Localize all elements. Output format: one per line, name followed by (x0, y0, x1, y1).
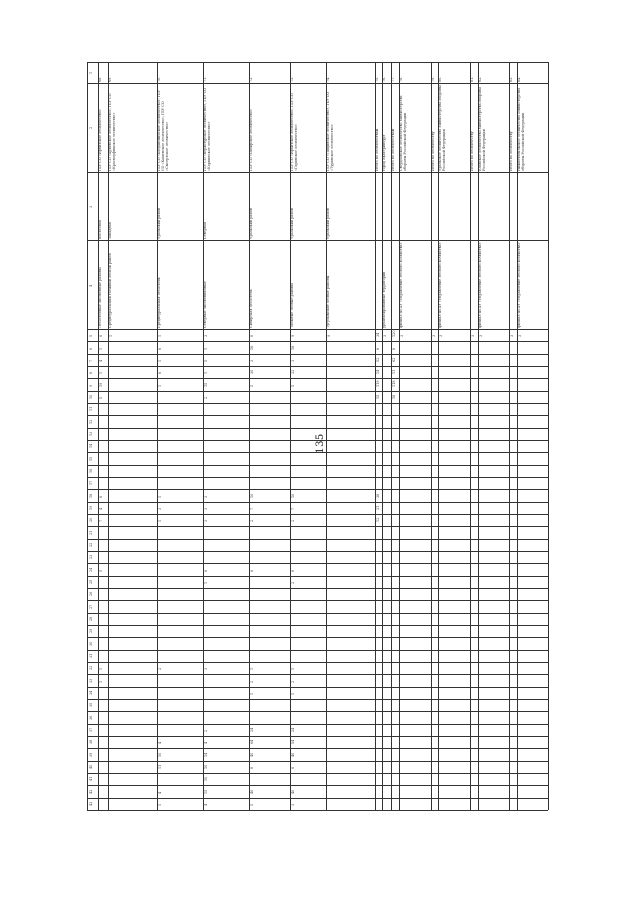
row-org: ГБУ СО «Богдановичское лесничество», ГБУ СО «Каменское лесничество», ГБУ СО «Сысертское лесничество» (157, 89, 170, 171)
cell-value: 6 (99, 495, 104, 498)
cell-value: 5 (250, 384, 255, 387)
column-number-header: 16 (89, 468, 93, 473)
cell-value: 1 (158, 359, 163, 362)
cell-value: 1 (158, 803, 163, 806)
column-number-header: 38 (89, 739, 93, 745)
cell-value: 21 (375, 505, 380, 510)
row-no: 80. (438, 76, 443, 82)
cell-value: 1 (250, 668, 255, 671)
column-divider (87, 687, 548, 688)
row-org: ГБУ СО «Сибирское лесничество» (249, 108, 254, 171)
column-divider (87, 798, 548, 799)
row-org: Итого по лесничеству (469, 130, 474, 171)
cell-value: 5 (290, 384, 295, 387)
cell-value: 1 (250, 692, 255, 695)
column-divider (87, 354, 548, 355)
cell-value: 11 (392, 369, 397, 375)
row-no: 81. (469, 76, 474, 82)
column-divider (87, 637, 548, 638)
column-number-header: 43 (89, 801, 93, 806)
column-divider (87, 489, 548, 490)
column-number-header: 12 (89, 419, 93, 424)
cell-value: 3 (517, 335, 522, 338)
column-number-header: 8 (89, 372, 93, 375)
cell-value: 54 (290, 739, 295, 745)
column-number-header: 32 (89, 665, 93, 671)
cell-value: 52 (375, 357, 380, 362)
row-divider (391, 62, 392, 810)
cell-value: 8 (290, 569, 295, 572)
cell-value: 1 (158, 384, 163, 387)
cell-value: 3 (290, 359, 295, 362)
column-number-header: 34 (89, 690, 93, 695)
column-number-header: 10 (89, 394, 93, 399)
column-number-header: 14 (89, 443, 93, 449)
cell-value: 32 (290, 369, 295, 375)
column-divider (87, 465, 548, 466)
cell-value: 9 (327, 335, 332, 338)
cell-value: 38 (375, 493, 380, 498)
row-species: Таёжные лесные районы (289, 283, 294, 329)
row-divider (431, 62, 432, 810)
cell-value: 40 (250, 789, 255, 794)
column-divider (87, 62, 548, 63)
row-divider (548, 62, 549, 810)
column-divider (87, 415, 548, 416)
cell-value: 3 (509, 335, 514, 338)
column-number-header: 13 (89, 431, 93, 436)
cell-value: 12 (375, 517, 380, 523)
column-number-header: 11 (89, 406, 93, 412)
cell-value: 2 (204, 396, 209, 399)
cell-value: 119 (375, 380, 380, 387)
column-divider (87, 366, 548, 367)
column-divider (87, 625, 548, 626)
column-divider (87, 576, 548, 577)
column-number-header: 25 (89, 579, 93, 584)
cell-value: 5 (99, 396, 104, 399)
row-no: 79. (430, 76, 435, 82)
column-divider (87, 810, 548, 811)
cell-value: 3 (204, 668, 209, 671)
cell-value: 1 (99, 680, 104, 683)
row-org: Нижнетагильское лесничество Министерства обороны Российской Федерации (516, 87, 525, 171)
row-species: Сибирская лесостепь (249, 289, 254, 329)
column-divider (87, 773, 548, 774)
row-no: 68. (98, 76, 103, 82)
cell-value: 24 (290, 727, 295, 732)
cell-value: 3 (250, 359, 255, 362)
row-species: филиал ФГАУ «Управление лесного хозяйства» (438, 242, 443, 329)
column-number-header: 27 (89, 604, 93, 609)
cell-value: 3 (204, 520, 209, 523)
column-divider (87, 341, 548, 342)
column-divider (87, 650, 548, 651)
cell-value: 10 (158, 752, 163, 757)
row-divider (478, 62, 479, 810)
column-number-header: 33 (89, 678, 93, 683)
cell-value: 16 (250, 345, 255, 350)
column-number-header: 26 (89, 591, 93, 597)
column-number-header: 35 (89, 702, 93, 708)
row-no: 84. (516, 76, 521, 82)
cell-value: 1 (158, 520, 163, 523)
cell-value: 62 (392, 357, 397, 362)
cell-value: 8 (250, 766, 255, 769)
row-org: ГБУ СО «Артинское лесничество», ГБУ СО «Красноуфимское лесничество» (108, 93, 117, 171)
column-number-header: 15 (89, 456, 93, 461)
row-no: 77. (391, 76, 396, 82)
cell-value: 5 (99, 569, 104, 572)
cell-value: 30 (250, 369, 255, 375)
column-number-header: 20 (89, 517, 93, 523)
cell-value: 6 (204, 569, 209, 572)
cell-value: 4 (99, 359, 104, 362)
cell-value: 1 (109, 335, 114, 338)
cell-value: 1 (99, 372, 104, 375)
row-no: 70. (157, 76, 162, 82)
cell-value: 64 (250, 739, 255, 745)
row-no: 76. (382, 76, 387, 82)
cell-value: 40 (250, 752, 255, 757)
column-divider (87, 378, 548, 379)
column-number-header: 30 (89, 641, 93, 646)
row-no: 75. (374, 76, 379, 82)
cell-value: 6 (250, 569, 255, 572)
cell-value: 6 (99, 335, 104, 338)
cell-value: 10 (250, 493, 255, 498)
column-divider (87, 588, 548, 589)
column-number-header: 19 (89, 505, 93, 510)
row-divider (375, 62, 376, 810)
row-species: урбанизированные территории (382, 271, 387, 329)
cell-value: 4 (158, 742, 163, 745)
column-number-header: 21 (89, 530, 93, 535)
cell-value: 15 (204, 382, 209, 387)
cell-value: 19 (99, 382, 104, 387)
column-divider (87, 551, 548, 552)
cell-value: 1 (290, 692, 295, 695)
cell-value: 2 (158, 668, 163, 671)
cell-value: 5 (250, 803, 255, 806)
column-divider (87, 711, 548, 712)
cell-value: 10 (204, 776, 209, 782)
column-number-header: 22 (89, 542, 93, 547)
column-divider (87, 662, 548, 663)
row-species: Среднеуральская лесостепь (157, 277, 162, 329)
row-divider (509, 62, 510, 810)
cell-value: 2 (290, 520, 295, 523)
row-region: Уральский район (249, 208, 254, 240)
column-divider (87, 502, 548, 503)
cell-value: 3 (158, 507, 163, 510)
cell-value: 14 (375, 369, 380, 375)
row-region: Восточная (98, 220, 103, 240)
row-species: филиал ФГАУ «Управление лесного хозяйства» (516, 242, 521, 329)
column-number-header: 39 (89, 752, 93, 757)
column-number-header: 36 (89, 715, 93, 720)
cell-value: 1 (99, 668, 104, 671)
row-org: Уральское лесничество Министерства обороны Российской Федерации (438, 84, 447, 171)
cell-value: 3 (470, 335, 475, 338)
cell-value: 120 (392, 330, 397, 338)
row-org: ГБУ СО «Ирбитское лесничество», ГБУ СО «Гаринское лесничество» (289, 92, 298, 171)
column-divider (87, 539, 548, 540)
column-number-header: 24 (89, 567, 93, 572)
row-org: Итого по лесничествам (374, 128, 379, 171)
page-number: 135 (314, 433, 326, 454)
cell-value: 1 (204, 347, 209, 350)
column-number-header: 4 (89, 284, 93, 287)
cell-value: 15 (375, 394, 380, 399)
column-number-header: 37 (89, 727, 93, 732)
row-org: ГБУ СО «Верхотурское лесничество», ГБУ СО «Карпинское лесничество» (203, 87, 212, 171)
row-divider (399, 62, 400, 810)
column-number-header: 31 (89, 653, 93, 658)
cell-value: 1 (290, 668, 295, 671)
column-divider (87, 440, 548, 441)
column-divider (87, 600, 548, 601)
row-org: город Екатеринбург (382, 134, 387, 171)
cell-value: 18 (392, 394, 397, 399)
row-org: Еланское лесничество Министерства обороны Российской Федерации (477, 86, 486, 171)
column-number-header: 2 (89, 126, 93, 130)
column-number-header: 40 (89, 764, 93, 769)
cell-value: 3 (383, 335, 388, 338)
column-divider (87, 724, 548, 725)
column-divider (87, 477, 548, 478)
cell-value: 6 (290, 766, 295, 769)
cell-value: 7 (250, 507, 255, 510)
column-divider (87, 736, 548, 737)
row-species: филиал ФГАУ «Управление лесного хозяйства» (477, 242, 482, 329)
cell-value: 1 (204, 372, 209, 375)
row-no: 71. (203, 76, 208, 82)
cell-value: 1 (158, 495, 163, 498)
cell-value: 4 (204, 742, 209, 745)
cell-value: 3 (290, 803, 295, 806)
column-divider (87, 391, 548, 392)
row-no: 72. (249, 76, 254, 82)
cell-value: 18 (290, 345, 295, 350)
column-divider (87, 514, 548, 515)
row-divider (382, 62, 383, 810)
cell-value: 40 (290, 752, 295, 757)
column-number-header: 6 (89, 347, 93, 350)
cell-value: 2 (204, 729, 209, 732)
cell-value: 5 (204, 359, 209, 362)
cell-value: 15 (204, 789, 209, 794)
row-region: Уральский район (157, 208, 162, 240)
column-divider (87, 613, 548, 614)
row-divider (517, 62, 518, 810)
cell-value: 1 (99, 347, 104, 350)
column-number-header: 41 (89, 776, 93, 782)
row-org: Свердловское лесничество Министерства обороны Российской Федерации (399, 95, 408, 171)
row-region: Северная (203, 221, 208, 240)
column-number-header: 29 (89, 628, 93, 634)
row-species: Северные лиственничные (203, 281, 208, 329)
cell-value: 4 (204, 803, 209, 806)
cell-value: 2 (250, 520, 255, 523)
column-divider (87, 526, 548, 527)
cell-value: 3 (204, 495, 209, 498)
column-number-header: 28 (89, 616, 93, 621)
cell-value: 7 (99, 520, 104, 523)
column-divider (87, 428, 548, 429)
cell-value: 3 (204, 335, 209, 338)
row-no: 73. (289, 76, 294, 82)
column-number-header: 18 (89, 493, 93, 498)
cell-value: 10 (204, 764, 209, 769)
column-divider (87, 563, 548, 564)
cell-value: 6 (158, 347, 163, 350)
column-divider (87, 452, 548, 453)
column-number-header: 7 (89, 359, 93, 362)
cell-value: 4 (99, 507, 104, 510)
row-no: 78. (399, 76, 404, 82)
cell-value: 10 (290, 493, 295, 498)
row-no: 69. (108, 76, 113, 82)
cell-value: 24 (250, 727, 255, 732)
column-number-header: 5 (89, 335, 93, 338)
column-divider (87, 329, 548, 330)
row-org: Итого по лесничествам (391, 128, 396, 171)
cell-value: 14 (204, 752, 209, 757)
cell-value: 40 (290, 789, 295, 794)
row-org: ГБУ СО «Ирбитское лесничество» (98, 108, 103, 171)
cell-value: 7 (290, 507, 295, 510)
column-divider (87, 674, 548, 675)
cell-value: 6 (375, 347, 380, 350)
column-number-header: 9 (89, 384, 93, 387)
cell-value: 3 (478, 335, 483, 338)
cell-value: 3 (204, 507, 209, 510)
column-number-header: 3 (89, 205, 93, 208)
cell-value: 8 (250, 335, 255, 338)
cell-value: 2 (250, 680, 255, 683)
row-species: Лесостепные лиственные районы (98, 267, 103, 329)
row-species: Тугулымские лесные районы (326, 275, 331, 329)
cell-value: 1 (204, 581, 209, 584)
row-species: филиал ФГАУ «Управление лесного хозяйства» (399, 242, 404, 329)
cell-value: 34 (375, 332, 380, 338)
cell-value: 8 (392, 347, 397, 350)
row-species: Среднеуральский таежный лесной район (108, 253, 113, 329)
cell-value: 118 (392, 380, 397, 387)
row-divider (470, 62, 471, 810)
row-region: Уральский район (326, 208, 331, 240)
cell-value: 9 (290, 335, 295, 338)
cell-value: 3 (431, 335, 436, 338)
column-number-header: 17 (89, 480, 93, 486)
column-divider (87, 785, 548, 786)
row-org: Итого по лесничеству (430, 130, 435, 171)
cell-value: 4 (158, 791, 163, 794)
row-divider (438, 62, 439, 810)
column-number-header: 1 (89, 72, 93, 75)
row-region: Западная (108, 222, 113, 240)
column-divider (87, 699, 548, 700)
cell-value: 3 (400, 335, 405, 338)
row-org: Итого по лесничеству (508, 130, 513, 171)
column-number-header: 23 (89, 554, 93, 560)
cell-value: 1 (158, 335, 163, 338)
cell-value: 2 (290, 680, 295, 683)
column-divider (87, 748, 548, 749)
cell-value: 11 (158, 764, 163, 769)
row-divider (87, 62, 88, 810)
cell-value: 2 (290, 581, 295, 584)
row-no: 74. (326, 76, 331, 82)
cell-value: 3 (439, 335, 444, 338)
row-org: ГБУ СО «Тавдинское лесничество», ГБУ СО «Туринское лесничество» (326, 91, 335, 171)
row-region: Уральский район (289, 208, 294, 240)
row-no: 82. (477, 76, 482, 82)
cell-value: 6 (158, 372, 163, 375)
row-no: 83. (508, 76, 513, 82)
column-number-header: 42 (89, 789, 93, 794)
column-divider (87, 403, 548, 404)
column-divider (87, 761, 548, 762)
